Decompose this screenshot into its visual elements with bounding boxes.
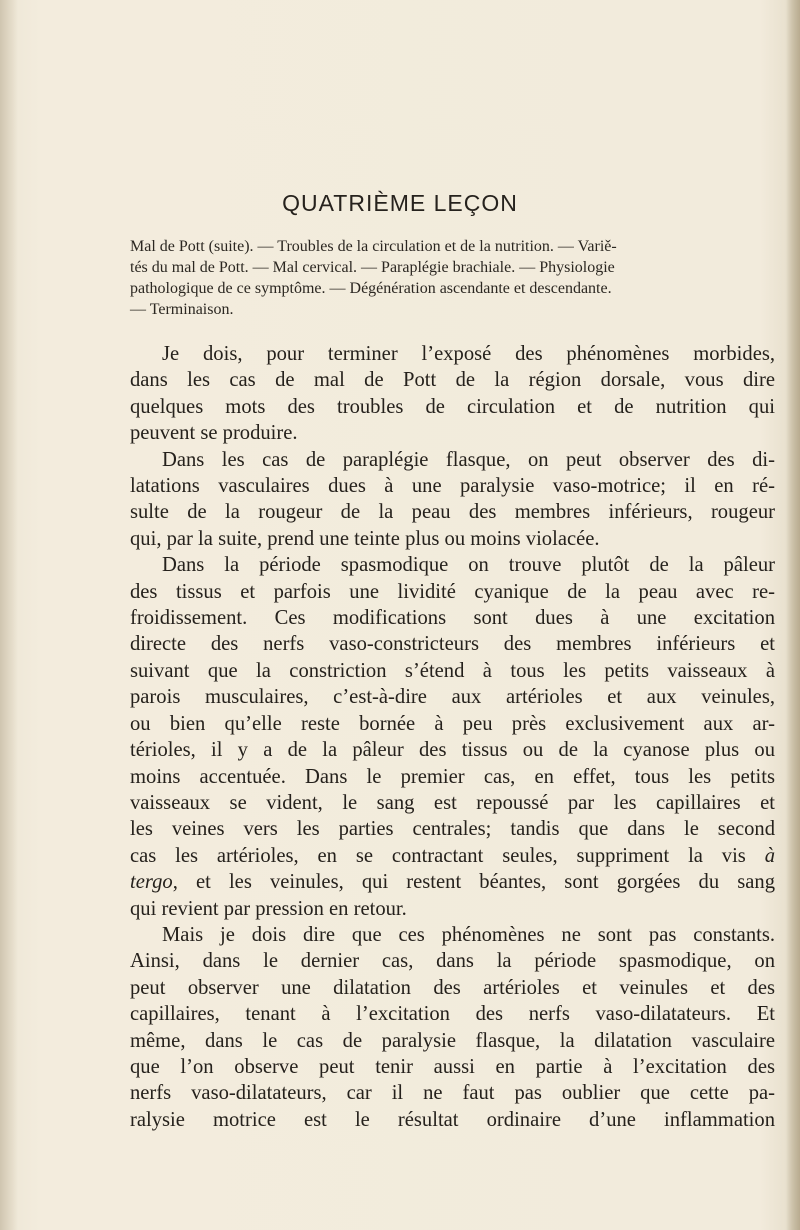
body-text xyxy=(130,341,775,1133)
paragraph-line: ou bien qu’elle reste bornée à peu près exclusivement aux ar- xyxy=(130,712,775,735)
italic-run: tergo xyxy=(130,871,173,894)
summary-line: — Terminaison. xyxy=(130,301,234,318)
paragraph-line: Je dois, pour terminer l’exposé des phénomènes morbides, xyxy=(162,343,775,365)
paragraph-line xyxy=(130,869,775,895)
paragraph-line: parois musculaires, c’est-à-dire aux artérioles et aux veinules, xyxy=(130,686,775,709)
italic-run: à xyxy=(764,844,775,867)
paragraph-line: directe des nerfs vaso-constricteurs des membres inférieurs et xyxy=(130,633,775,656)
paragraph-line: quelques mots des troubles de circulation et de nutrition qui xyxy=(130,395,775,418)
paragraph-line: térioles, il y a de la pâleur des tissus ou de la cyanose plus ou xyxy=(130,739,775,762)
paragraph-line: latations vasculaires dues à une paralysie vaso-motrice; il en ré- xyxy=(130,475,775,498)
paragraph-line xyxy=(130,843,775,869)
paragraph-line: moins accentuée. Dans le premier cas, en effet, tous les petits xyxy=(130,765,775,788)
paragraph-line: capillaires, tenant à l’excitation des nerfs vaso-dilatateurs. Et xyxy=(130,1003,775,1026)
paragraph-line: les veines vers les parties centrales; tandis que dans le second xyxy=(130,818,775,841)
summary-line: tés du mal de Pott. — Mal cervical. — Paraplégie brachiale. — Physiologie xyxy=(130,259,615,276)
paragraph-line: suivant que la constriction s’étend à tous les petits vaisseaux à xyxy=(130,659,775,682)
paragraph-line: Mais je dois dire que ces phénomènes ne sont pas constants. xyxy=(162,923,775,946)
paragraph-line: même, dans le cas de paralysie flasque, la dilatation vasculaire xyxy=(130,1029,775,1052)
paragraph-line: nerfs vaso-dilatateurs, car il ne faut pas oublier que cette pa- xyxy=(130,1082,775,1105)
summary-line: Mal de Pott (suite). — Troubles de la circulation et de la nutrition. — Variě- xyxy=(130,238,617,255)
paragraph-line: des tissus et parfois une lividité cyanique de la peau avec re- xyxy=(130,580,775,603)
text-run: cas les artérioles, en se contractant seules, suppriment la vis xyxy=(130,844,746,867)
paragraph-line: que l’on observe peut tenir aussi en partie à l’excitation des xyxy=(130,1055,775,1078)
paragraph-line: Dans les cas de paraplégie flasque, on peut observer des di- xyxy=(162,448,775,471)
paragraph-line: peut observer une dilatation des artérioles et veinules et des xyxy=(130,976,775,999)
paragraph-line: qui revient par pression en retour. xyxy=(130,897,407,920)
chapter-heading: QUATRIÈME LEÇON xyxy=(282,190,518,216)
paragraph-line: sulte de la rougeur de la peau des membres inférieurs, rougeur xyxy=(130,501,775,524)
paragraph-line: ralysie motrice est le résultat ordinaire d’une inflammation xyxy=(130,1108,775,1131)
paragraph-line: Dans la période spasmodique on trouve plutôt de la pâleur xyxy=(162,554,775,577)
page-edge xyxy=(786,0,800,1230)
paragraph-line: froidissement. Ces modifications sont dues à une excitation xyxy=(130,607,775,630)
text-run: , et les veinules, qui restent béantes, sont gorgées du sang xyxy=(172,871,775,894)
chapter-summary xyxy=(130,236,770,320)
paragraph-line: peuvent se produire. xyxy=(130,422,298,445)
binding-shadow xyxy=(0,0,18,1230)
paragraph-line: qui, par la suite, prend une teinte plus ou moins violacée. xyxy=(130,527,600,550)
paragraph-line: vaisseaux se vident, le sang est repoussé par les capillaires et xyxy=(130,791,775,814)
paragraph-line: dans les cas de mal de Pott de la région dorsale, vous dire xyxy=(130,369,775,392)
paragraph-line: Ainsi, dans le dernier cas, dans la période spasmodique, on xyxy=(130,950,775,973)
summary-line: pathologique de ce symptôme. — Dégénération ascendante et descendante. xyxy=(130,280,612,297)
